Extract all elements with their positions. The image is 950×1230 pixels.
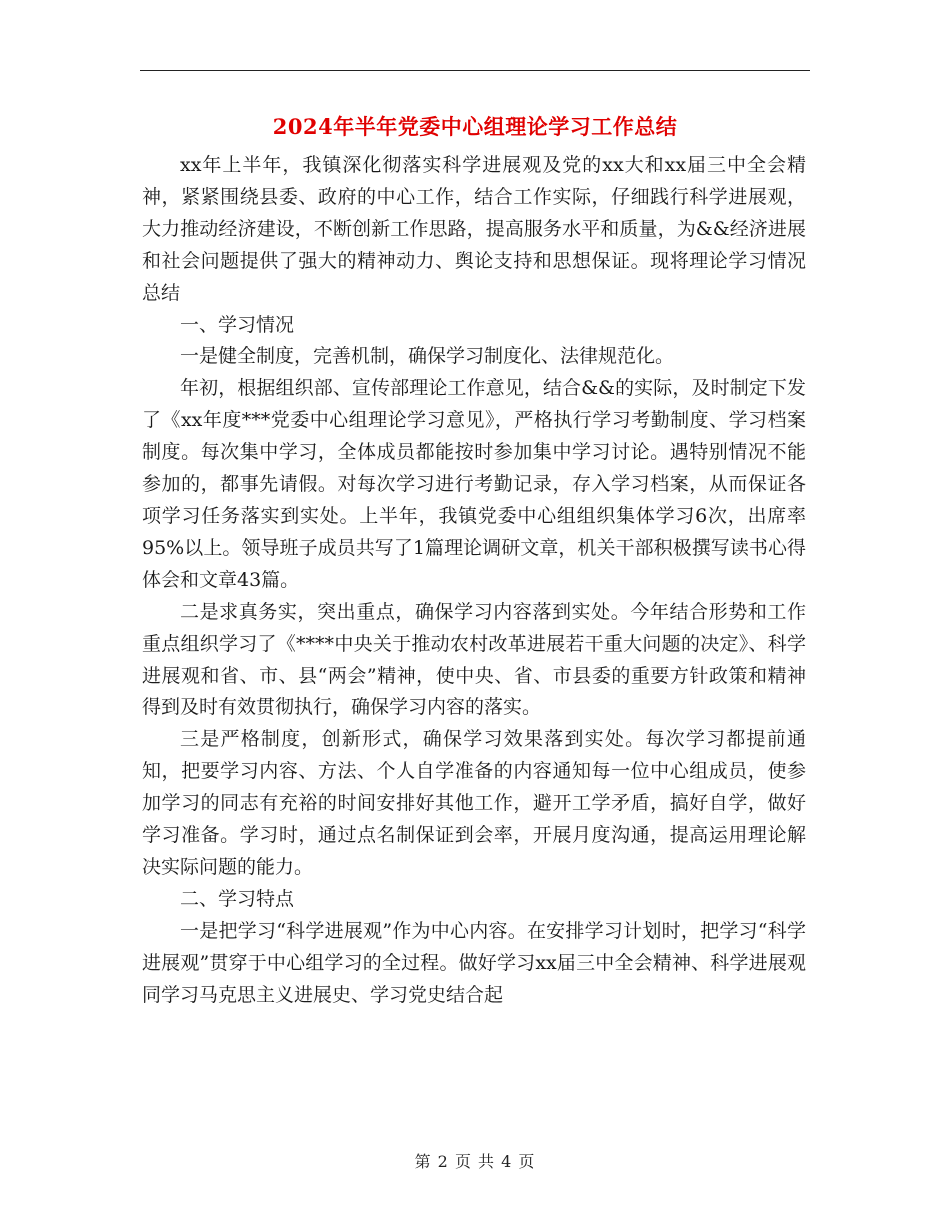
paragraph-feature-one: 一是把学习“科学进展观”作为中心内容。在安排学习计划时，把学习“科学进展观”贯穿于中心组学习的全过程。做好学习xx届三中全会精神、科学进展观同学习马克思主义进展史、学习党史结合起 [142,919,806,1006]
paragraph-point-one: 一是健全制度，完善机制，确保学习制度化、法律规范化。 [180,345,675,368]
section-heading-study-status: 一、学习情况 [180,313,295,336]
paragraph-point-three: 三是严格制度，创新形式，确保学习效果落到实处。每次学习都提前通知，把要学习内容、方法、个人自学准备的内容通知每一位中心组成员，使参加学习的同志有充裕的时间安排好其他工作，避开工学矛盾，搞好自学，做好学习准备。学习时，通过点名制保证到会率，开展月度沟通，提高运用理论解决实际问题的能力。 [142,728,806,878]
paragraph-intro: xx年上半年，我镇深化彻落实科学进展观及党的xx大和xx届三中全会精神，紧紧围绕县委、政府的中心工作，结合工作实际，仔细践行科学进展观，大力推动经济建设，不断创新工作思路，提高服务水平和质量，为&&经济进展和社会问题提供了强大的精神动力、舆论支持和思想保证。现将理论学习情况总结 [142,154,806,304]
document-body [142,150,806,1011]
paragraph-early-year: 年初，根据组织部、宣传部理论工作意见，结合&&的实际，及时制定下发了《xx年度***党委中心组理论学习意见》，严格执行学习考勤制度、学习档案制度。每次集中学习，全体成员都能按时参加集中学习讨论。遇特别情况不能参加的，都事先请假。对每次学习进行考勤记录，存入学习档案，从而保证各项学习任务落实到实处。上半年，我镇党委中心组组织集体学习6次，出席率95%以上。领导班子成员共写了1篇理论调研文章，机关干部积极撰写读书心得体会和文章43篇。 [142,377,806,591]
header-rule [140,70,810,71]
document-title: 2024年半年党委中心组理论学习工作总结 [272,114,678,139]
paragraph-point-two: 二是求真务实，突出重点，确保学习内容落到实处。今年结合形势和工作重点组织学习了《****中央关于推动农村改革进展若干重大问题的决定》、科学进展观和省、市、县“两会”精神，使中央、省、市县委的重要方针政策和精神得到及时有效贯彻执行，确保学习内容的落实。 [142,600,806,719]
section-heading-study-features: 二、学习特点 [180,887,295,910]
page-number-footer: 第 2 页 共 4 页 [414,1152,536,1171]
